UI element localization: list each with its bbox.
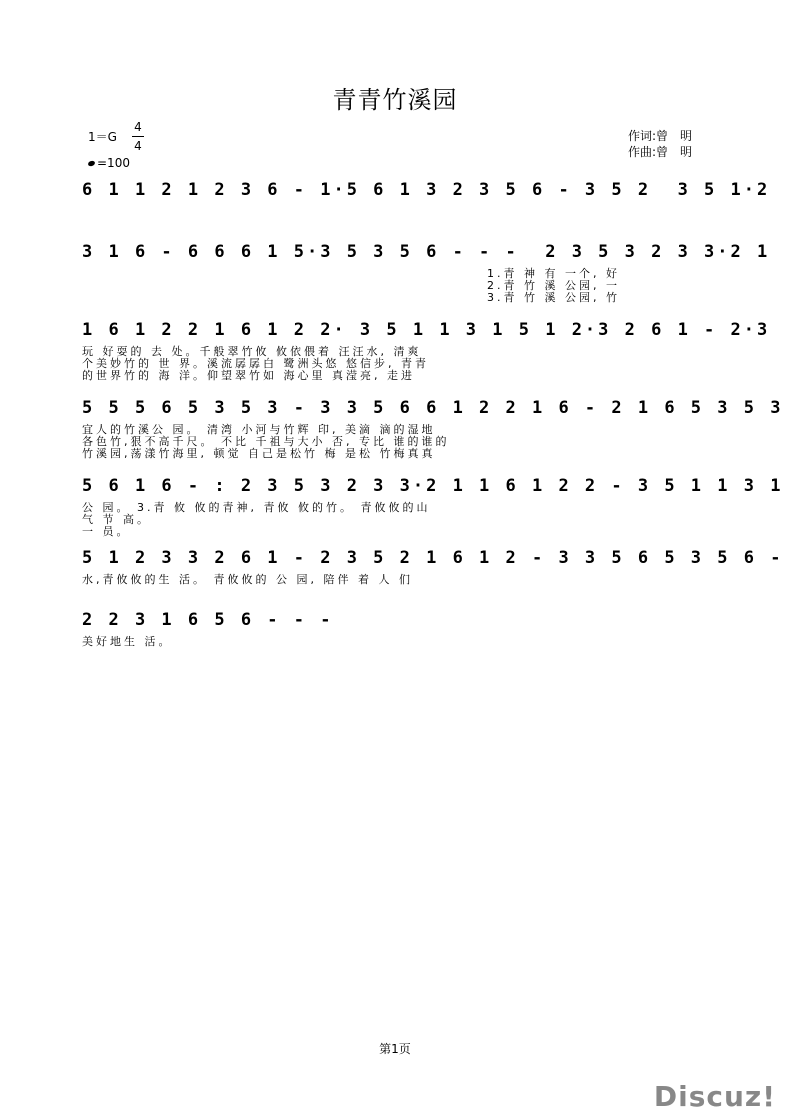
- notes-line: 1 6 1 2 2 1 6 1 2 2· 3 5 1 1 3 1 5 1 2·3 2 6 1 - 2·3: [82, 320, 771, 340]
- time-denominator: 4: [134, 139, 142, 153]
- watermark: Discuz!: [653, 1080, 776, 1113]
- lyric-line: 竹溪园,荡漾竹海里, 顿觉 自己是松竹 梅 是松 竹梅真真: [82, 447, 436, 460]
- score-system-1: [82, 180, 771, 206]
- lyric-line: 一 员。: [82, 525, 131, 538]
- page-title: 青青竹溪园: [332, 86, 458, 114]
- notes-line: 5 1 2 3 3 2 6 1 - 2 3 5 2 1 6 1 2 - 3 3 5 6 5 3 5 6 -: [82, 548, 784, 568]
- lyric-line: 2.青 竹 溪 公园, 一: [487, 279, 620, 292]
- composer: 作曲:曾 明: [628, 145, 693, 159]
- score-system-6: [82, 548, 784, 586]
- lyric-line: 3.青 竹 溪 公园, 竹: [487, 291, 620, 304]
- lyric-line: 气 节 高。: [82, 513, 151, 526]
- time-signature: [132, 118, 144, 155]
- score-system-2: [82, 242, 771, 304]
- notes-line: 2 2 3 1 6 5 6 - - -: [82, 610, 334, 630]
- tempo-value: =100: [97, 156, 130, 170]
- lyric-line: 水,青攸攸的生 活。 青攸攸的 公 园, 陪伴 着 人 们: [82, 573, 413, 586]
- notes-line: 5 6 1 6 - : 2 3 5 3 2 3 3·2 1 1 6 1 2 2 - 3 5 1 1 3 1: [82, 476, 784, 496]
- lyric-line: 个美妙竹的 世 界。溪流孱孱白 鹭洲头悠 悠信步, 青青: [82, 357, 429, 370]
- score-system-5: [82, 476, 784, 538]
- lyric-line: 各色竹,狠不高千尺。 不比 千祖与大小 否, 专比 谁的谁的: [82, 435, 450, 448]
- credits: [628, 128, 692, 160]
- time-numerator: 4: [134, 120, 142, 134]
- lyric-line: 的世界竹的 海 洋。仰望翠竹如 海心里 真滢亮, 走进: [82, 369, 415, 382]
- lyric-line: 宜人的竹溪公 园。 清湾 小河与竹辉 印, 美滴 滴的湿地: [82, 423, 436, 436]
- notes-line: 5 5 5 6 5 3 5 3 - 3 3 5 6 6 1 2 2 1 6 - 2 1 6 5 3 5 3: [82, 398, 784, 418]
- lyric-line: 公 园。 3.青 攸 攸的青神, 青攸 攸的竹。 青攸攸的山: [82, 501, 431, 514]
- key-signature: 1＝G: [88, 130, 117, 144]
- score-system-4: [82, 398, 784, 460]
- lyric-line: 1.青 神 有 一个, 好: [487, 267, 620, 280]
- lyric-line: 美好地生 活。: [82, 635, 173, 648]
- quarter-note-icon: [87, 160, 95, 167]
- lyricist: 作词:曾 明: [628, 129, 693, 143]
- score-system-7: [82, 610, 732, 648]
- score-system-3: [82, 320, 771, 382]
- page-number: 第1页: [379, 1042, 411, 1056]
- notes-line: 3 1 6 - 6 6 6 1 5·3 5 3 5 6 - - - 2 3 5 3 2 3 3·2 1: [82, 242, 771, 262]
- tempo-marking: [88, 156, 130, 170]
- lyric-line: 玩 好耍的 去 处。千般翠竹攸 攸依偎着 汪汪水, 清爽: [82, 345, 422, 358]
- notes-line: 6 1 1 2 1 2 3 6 - 1·5 6 1 3 2 3 5 6 - 3 5 2 3 5 1·2: [82, 180, 771, 200]
